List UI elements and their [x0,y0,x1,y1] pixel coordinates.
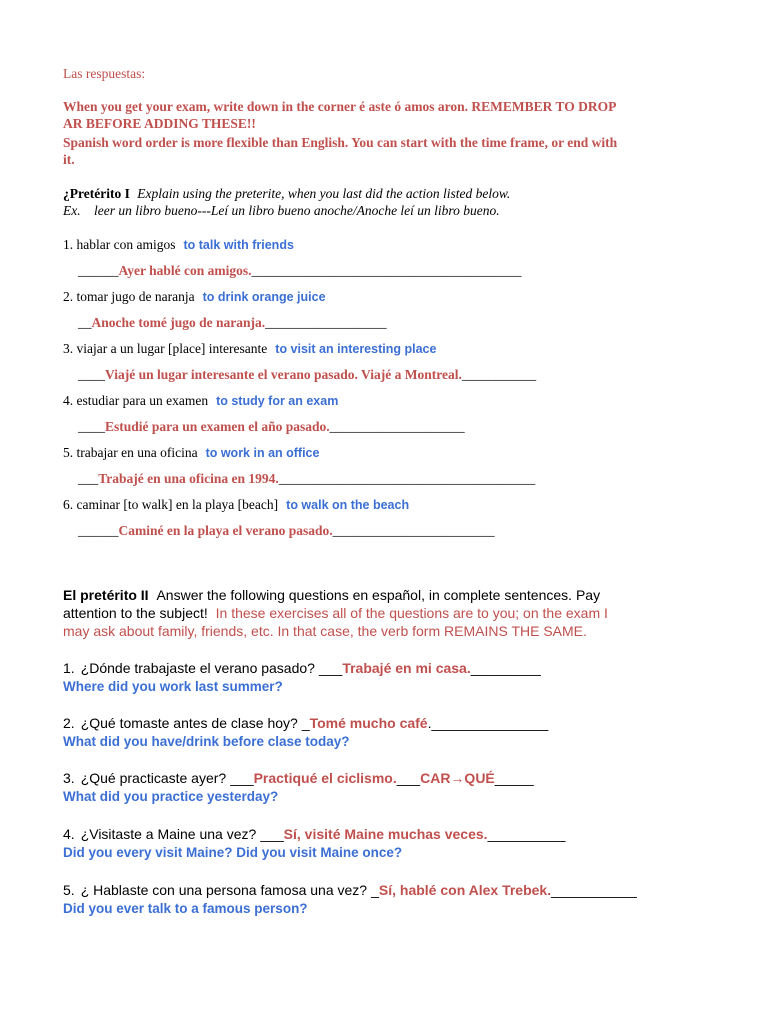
answer-blank-trail: ___________ [461,367,537,382]
exercise-number: 1. [63,237,74,252]
answer-blank-lead: ___ [260,826,284,842]
exercise-answer-line [78,470,535,487]
exercise-translation: to talk with friends [183,238,294,252]
exercise-number: 5. [63,445,74,460]
exercise-answer-line [78,522,495,539]
section2-title: El pretérito II [63,587,149,603]
question-line [63,715,548,731]
section1-heading [63,185,510,202]
answer-blank-trail: __________________ [265,315,387,330]
exercise-translation: to visit an interesting place [275,342,437,356]
word-order-note-line1: Spanish word order is more flexible than English. You can start with the time frame, or end with [63,135,618,150]
question-line [63,882,637,898]
question-text: ¿Qué tomaste antes de clase hoy? [80,715,298,731]
question-number: 1. [63,660,75,676]
answer-blank-lead: ______ [78,263,119,278]
section2-intro: Answer the following questions en español, in complete sentences. Pay [156,587,601,603]
answer-blank-extra: _____ [494,770,534,786]
exercise-verb-phrase: hablar con amigos [76,237,176,252]
question-number: 4. [63,826,75,842]
answers-title: Las respuestas: [63,66,146,81]
exercise-answer-line [78,418,465,435]
answer-text: Sí, visité Maine muchas veces. [283,826,488,842]
answer-text: Ayer hablé con amigos. [118,263,252,278]
exercise-answer-line [78,262,522,279]
answer-text: Anoche tomé jugo de naranja. [91,315,266,330]
answer-text: Viajé un lugar interesante el verano pasado. Viajé a Montreal. [105,367,462,382]
word-order-note-line2: it. [63,152,75,167]
answer-blank-lead: _ [301,715,310,731]
answer-blank-lead: ____ [78,419,105,434]
answer-blank-trail: ______________________________________ [278,471,536,486]
answer-blank-lead: _ [371,882,379,898]
answer-blank-trail: ___ [396,770,421,786]
section1-title: ¿Pretérito I [63,186,130,201]
answer-blank-trail: ._______________ [427,715,549,731]
answer-text: Sí, hablé con Alex Trebek. [378,882,552,898]
question-line [63,826,565,842]
question-translation: Did you ever talk to a famous person? [63,901,308,916]
exercise-number: 2. [63,289,74,304]
question-line [63,660,541,676]
question-text: ¿Visitaste a Maine una vez? [80,826,257,842]
question-translation: Where did you work last summer? [63,679,283,694]
answer-blank-lead: ___ [230,770,254,786]
answer-blank-lead: __ [78,315,92,330]
exercise-prompt [63,444,319,462]
answer-blank-trail: ________________________ [332,523,495,538]
answer-text: Trabajé en una oficina en 1994. [98,471,279,486]
section2-intro-attention: attention to the subject! [63,605,208,621]
exercise-answer-line [78,314,387,331]
exercise-prompt [63,236,294,254]
exercise-verb-phrase: caminar [to walk] en la playa [beach] [76,497,279,512]
section2-intro-line2 [63,605,608,621]
question-translation: Did you every visit Maine? Did you visit Maine once? [63,845,403,860]
example-text: leer un libro bueno---Leí un libro bueno anoche/Anoche leí un libro bueno. [94,203,500,218]
spelling-change-note: CAR→QUÉ [420,770,495,786]
answer-blank-lead: ______ [78,523,119,538]
answer-text: Estudié para un examen el año pasado. [105,419,330,434]
exercise-verb-phrase: estudiar para un examen [76,393,209,408]
answer-blank-lead: ____ [78,367,105,382]
section1-example [63,202,500,219]
exam-note-line2: AR BEFORE ADDING THESE!! [63,116,256,131]
exercise-verb-phrase: tomar jugo de naranja [76,289,195,304]
exercise-translation: to study for an exam [216,394,339,408]
section1-instruction: Explain using the preterite, when you last did the action listed below. [137,186,511,201]
answer-blank-lead: ___ [78,471,99,486]
answer-text: Practiqué el ciclismo. [253,770,397,786]
answer-blank-lead: ___ [318,660,343,676]
question-line [63,770,534,786]
answer-text: Tomé mucho café [309,715,428,731]
question-number: 3. [63,770,75,786]
exam-note-line1: When you get your exam, write down in the corner é aste ó amos aron. REMEMBER TO DROP [63,99,617,114]
example-label: Ex. [63,203,81,218]
exercise-answer-line [78,366,536,383]
exercise-translation: to work in an office [205,446,320,460]
question-number: 5. [63,882,75,898]
answer-text: Trabajé en mi casa. [342,660,471,676]
question-translation: What did you have/drink before clase today? [63,734,350,749]
question-translation: What did you practice yesterday? [63,789,279,804]
answer-text: Caminé en la playa el verano pasado. [118,523,333,538]
exercise-verb-phrase: trabajar en una oficina [76,445,198,460]
exercise-translation: to drink orange juice [202,290,326,304]
answer-blank-trail: __________ [487,826,566,842]
answer-blank-trail: ________________________________________ [251,263,522,278]
exercise-number: 6. [63,497,74,512]
exercise-prompt [63,392,338,410]
question-number: 2. [63,715,75,731]
section2-intro-line1 [63,587,600,603]
exercise-verb-phrase: viajar a un lugar [place] interesante [76,341,268,356]
answer-blank-trail: ____________________ [329,419,465,434]
answer-blank-trail: ___________ [551,882,637,898]
section2-intro-note: In these exercises all of the questions are to you; on the exam I [215,605,608,621]
section2-intro-line3: may ask about family, friends, etc. In that case, the verb form REMAINS THE SAME. [63,623,587,639]
answer-blank-trail: _________ [470,660,541,676]
exercise-prompt [63,340,436,358]
exercise-number: 3. [63,341,74,356]
exercise-prompt [63,288,326,306]
exercise-prompt [63,496,409,514]
exercise-number: 4. [63,393,74,408]
question-text: ¿Dónde trabajaste el verano pasado? [80,660,315,676]
question-text: ¿ Hablaste con una persona famosa una vez? [80,882,368,898]
exercise-translation: to walk on the beach [286,498,410,512]
question-text: ¿Qué practicaste ayer? [80,770,227,786]
